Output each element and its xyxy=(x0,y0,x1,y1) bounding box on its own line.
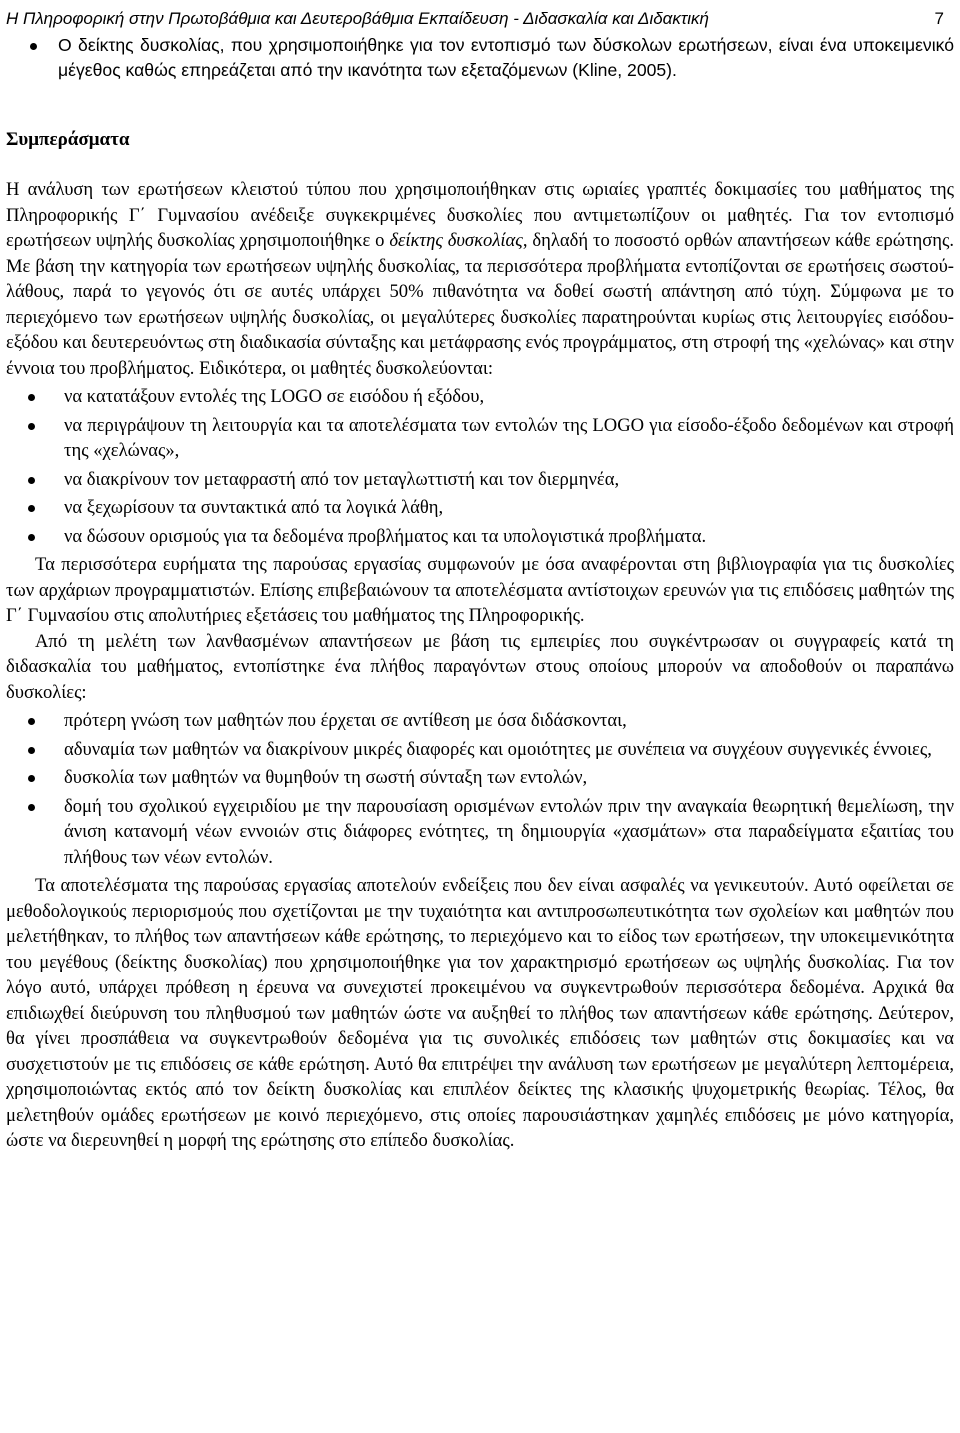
header-title: Η Πληροφορική στην Πρωτοβάθμια και Δευτεροβάθμια Εκπαίδευση - Διδασκαλία και Διδακτική xyxy=(6,9,709,28)
list-item: να δώσουν ορισμούς για τα δεδομένα προβλήματος και τα υπολογιστικά προβλήματα. xyxy=(6,524,954,550)
paragraph-text: Η ανάλυση των ερωτήσεων κλειστού τύπου που χρησιμοποιήθηκαν στις ωριαίες γραπτές δοκιμασίες του μαθήματος της Πληροφορικής Γ΄ Γυμνασίου ανέδειξε συγκεκριμένες δυσκολίες που αντιμετωπίζουν οι μαθητές. Για τον εντοπισμό ερωτήσεων υψηλής δυσκολίας χρησιμοποιήθηκε ο xyxy=(6,179,954,251)
section-title: Συμπεράσματα xyxy=(6,129,130,150)
factors-list xyxy=(6,708,954,870)
list-item: να ξεχωρίσουν τα συντακτικά από τα λογικά λάθη, xyxy=(6,495,954,521)
list-item: αδυναμία των μαθητών να διακρίνουν μικρές διαφορές και ομοιότητες με συνέπεια να συγχέουν συγγενικές έννοιες, xyxy=(6,737,954,763)
list-item: να κατατάξουν εντολές της LOGO σε εισόδου ή εξόδου, xyxy=(6,384,954,410)
list-item: δυσκολία των μαθητών να θυμηθούν τη σωστή σύνταξη των εντολών, xyxy=(6,765,954,791)
paragraph-text: , δηλαδή το ποσοστό ορθών απαντήσεων κάθε ερώτησης. Με βάση την κατηγορία των ερωτήσεων υψηλής δυσκολίας, τα περισσότερα προβλήματα εντοπίζονται σε ερωτήσεις σωστού-λάθους, παρά το γεγονός ότι σε αυτές υπάρχει 50% πιθανότητα να δοθεί σωστή απάντηση από τύχη. Σύμφωνα με το περιεχόμενο των ερωτήσεων υψηλής δυσκολίας, οι μεγαλύτερες δυσκολίες παρατηρούνται κυρίως στις λειτουργίες εισόδου-εξόδου και δευτερευόντως στη διαδικασία σύνταξης και μετάφρασης ενός προγράμματος, στη στροφή της «χελώνας» και στην έννοια του προβλήματος. Ειδικότερα, οι μαθητές δυσκολεύονται: xyxy=(6,230,955,379)
top-bullet-list xyxy=(6,33,954,83)
list-item: να διακρίνουν τον μεταφραστή από τον μεταγλωττιστή και τον διερμηνέα, xyxy=(6,467,954,493)
paragraph-limitations: Τα αποτελέσματα της παρούσας εργασίας αποτελούν ενδείξεις που δεν είναι ασφαλές να γενικευτούν. Αυτό οφείλεται σε μεθοδολογικούς περιορισμούς που σχετίζονται με την τυχαιότητα και αντιπροσωπευτικότητα των σχολείων και μαθητών που μελετήθηκαν, το πλήθος των απαντήσεων κάθε ερώτησης, το περιεχόμενο και το είδος των ερωτήσεων, την υποκειμενικότητα του μεγέθους (δείκτης δυσκολίας) που χρησιμοποιήθηκε για τον χαρακτηρισμό ερωτήσεων ως υψηλής δυσκολίας. Για τον λόγο αυτό, υπάρχει πρόθεση η έρευνα να συνεχιστεί προκειμένου να συγκεντρωθούν περισσότερα δεδομένα. Αρχικά θα επιδιωχθεί διεύρυνση του πληθυσμού των μαθητών ώστε να αυξηθεί το πλήθος των απαντήσεων κάθε ερώτησης. Δεύτερον, θα γίνει προσπάθεια να συγκεντρωθούν δεδομένα για τις συνολικές επιδόσεις των μαθητών στις δοκιμασίες και να συσχετιστούν με τις επιδόσεις σε κάθε ερώτηση. Αυτό θα επιτρέψει την ανάλυση των ερωτήσεων με μεγαλύτερη λεπτομέρεια, χρησιμοποιώντας εκτός από τον δείκτη δυσκολίας και επιπλέον δείκτες της κλασικής ψυχομετρικής θεωρίας. Τέλος, θα μελετηθούν ομάδες ερωτήσεων με κοινό περιεχόμενο, στις οποίες παρουσιάστηκαν χαμηλές επιδόσεις με μόνο κατηγορία, ώστε να διερευνηθεί η μορφή της ερώτησης στο επίπεδο δυσκολίας. xyxy=(6,875,954,1151)
paragraph-analysis xyxy=(6,177,954,381)
list-item: να περιγράψουν τη λειτουργία και τα αποτελέσματα των εντολών της LOGO για είσοδο-έξοδο δεδομένων και στροφή της «χελώνας», xyxy=(6,413,954,464)
running-header xyxy=(6,0,954,30)
list-item: δομή του σχολικού εγχειριδίου με την παρουσίαση ορισμένων εντολών πριν την αναγκαία θεωρητική θεμελίωση, την άνιση κατανομή νέων εννοιών στις διάφορες ενότητες, τη δημιουργία «χασμάτων» στα παραδείγματα εξαιτίας του πλήθους των νέων εντολών. xyxy=(6,794,954,871)
list-item: πρότερη γνώση των μαθητών που έρχεται σε αντίθεση με όσα διδάσκονται, xyxy=(6,708,954,734)
paragraph-findings: Τα περισσότερα ευρήματα της παρούσας εργασίας συμφωνούν με όσα αναφέρονται στη βιβλιογραφία για τις δυσκολίες των αρχάριων προγραμματιστών. Επίσης επιβεβαιώνουν τα αποτελέσματα αντίστοιχων ερευνών για τις επιδόσεις μαθητών της Γ΄ Γυμνασίου στις απολυτήριες εξετάσεις του μαθήματος της Πληροφορικής. xyxy=(6,554,954,626)
list-item: Ο δείκτης δυσκολίας, που χρησιμοποιήθηκε για τον εντοπισμό των δύσκολων ερωτήσεων, είναι ένα υποκειμενικό μέγεθος καθώς επηρεάζεται από την ικανότητα των εξεταζόμενων (Kline, 2005). xyxy=(6,33,954,83)
paragraph-factors: Από τη μελέτη των λανθασμένων απαντήσεων με βάση τις εμπειρίες που συγκέντρωσαν οι συγγραφείς κατά τη διδασκαλία του μαθήματος, εντοπίστηκε ένα πλήθος παραγόντων στους οποίους μπορούν να αποδοθούν οι παραπάνω δυσκολίες: xyxy=(6,630,954,703)
italic-term: δείκτης δυσκολίας xyxy=(389,230,523,251)
document-page xyxy=(6,0,954,1154)
difficulties-list xyxy=(6,384,954,549)
page-number: 7 xyxy=(934,9,944,28)
